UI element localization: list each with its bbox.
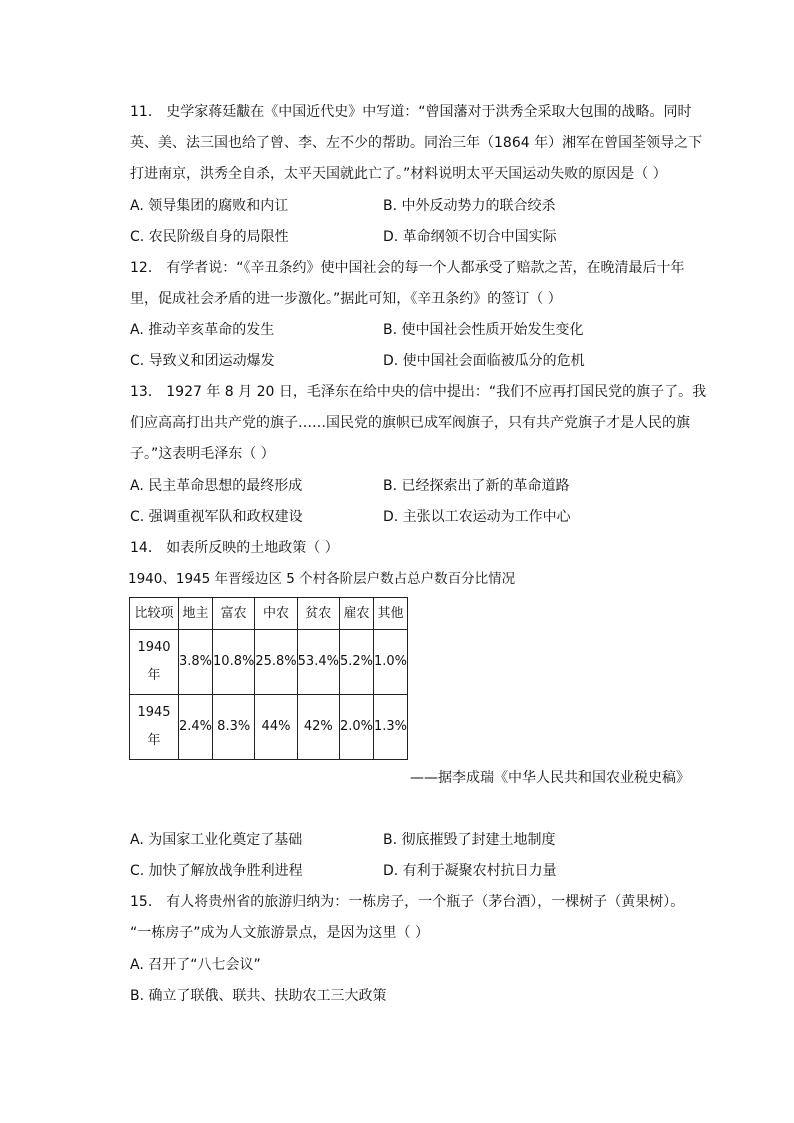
header-cell: 其他 bbox=[374, 598, 408, 630]
q14-option-b: B. 彻底摧毁了封建土地制度 bbox=[383, 832, 556, 848]
year-unit: 年 bbox=[147, 668, 161, 683]
q11-option-a: A. 领导集团的腐败和内讧 bbox=[130, 198, 289, 214]
q15-option-a: A. 召开了“八七会议” bbox=[130, 957, 261, 973]
header-cell: 比较项 bbox=[130, 598, 179, 630]
table-cell: 42% bbox=[297, 695, 339, 760]
q15-option-b: B. 确立了联俄、联共、扶助农工三大政策 bbox=[130, 988, 387, 1004]
table-cell: 1.3% bbox=[374, 695, 408, 760]
q11-stem-line-1: 11． 史学家蒋廷黻在《中国近代史》中写道：“曾国藩对于洪秀全采取大包围的战略。同时 bbox=[130, 104, 692, 120]
table-cell: 53.4% bbox=[297, 630, 339, 695]
q14-data-table bbox=[129, 597, 408, 760]
table-cell: 1.0% bbox=[374, 630, 408, 695]
table-row bbox=[130, 695, 408, 760]
header-cell: 雇农 bbox=[339, 598, 373, 630]
q12-option-b: B. 使中国社会性质开始发生变化 bbox=[383, 322, 584, 338]
q11-stem-line-3: 打进南京，洪秀全自杀，太平天国就此亡了。”材料说明太平天国运动失败的原因是（ ） bbox=[130, 166, 667, 182]
table-row bbox=[130, 630, 408, 695]
q14-source-citation: ——据李成瑞《中华人民共和国农业税史稿》 bbox=[410, 770, 690, 786]
q11-option-b: B. 中外反动势力的联合绞杀 bbox=[383, 198, 556, 214]
table-cell: 25.8% bbox=[255, 630, 297, 695]
q11-option-d: D. 革命纲领不切合中国实际 bbox=[383, 229, 557, 245]
q14-option-c: C. 加快了解放战争胜利进程 bbox=[130, 863, 303, 879]
q12-option-c: C. 导致义和团运动爆发 bbox=[130, 353, 275, 369]
table-header-row bbox=[130, 598, 408, 630]
q12-option-a: A. 推动辛亥革命的发生 bbox=[130, 322, 275, 338]
header-cell: 富农 bbox=[213, 598, 255, 630]
q12-stem-line-2: 里，促成社会矛盾的进一步激化。”据此可知，《辛丑条约》的签订（ ） bbox=[130, 291, 562, 307]
year-cell bbox=[130, 695, 179, 760]
q13-stem-line-1: 13． 1927 年 8 月 20 日，毛泽东在给中央的信中提出：“我们不应再打国民党的旗子了。我 bbox=[130, 384, 707, 400]
q13-option-a: A. 民主革命思想的最终形成 bbox=[130, 478, 303, 494]
header-cell: 地主 bbox=[179, 598, 213, 630]
table-cell: 2.0% bbox=[339, 695, 373, 760]
q13-option-b: B. 已经探索出了新的革命道路 bbox=[383, 478, 570, 494]
table-cell: 2.4% bbox=[179, 695, 213, 760]
q14-option-a: A. 为国家工业化奠定了基础 bbox=[130, 832, 303, 848]
q13-option-d: D. 主张以工农运动为工作中心 bbox=[383, 509, 571, 525]
q12-stem-line-1: 12． 有学者说：“《辛丑条约》使中国社会的每一个人都承受了赔款之苦，在晚清最后十年 bbox=[130, 260, 685, 276]
header-cell: 贫农 bbox=[297, 598, 339, 630]
year-number: 1940 bbox=[137, 640, 171, 655]
q14-stem: 14． 如表所反映的土地政策（ ） bbox=[130, 540, 339, 556]
table-cell: 5.2% bbox=[339, 630, 373, 695]
q11-option-c: C. 农民阶级自身的局限性 bbox=[130, 229, 289, 245]
table-cell: 44% bbox=[255, 695, 297, 760]
q11-stem-line-2: 英、美、法三国也给了曾、李、左不少的帮助。同治三年（1864 年）湘军在曾国荃领导之下 bbox=[130, 135, 703, 151]
q14-table-title: 1940、1945 年晋绥边区 5 个村各阶层户数占总户数百分比情况 bbox=[128, 571, 516, 587]
year-number: 1945 bbox=[137, 705, 171, 720]
year-cell bbox=[130, 630, 179, 695]
q12-option-d: D. 使中国社会面临被瓜分的危机 bbox=[383, 353, 585, 369]
q13-stem-line-2: 们应高高打出共产党的旗子……国民党的旗帜已成军阀旗子，只有共产党旗子才是人民的旗 bbox=[130, 415, 690, 431]
table-cell: 8.3% bbox=[213, 695, 255, 760]
q13-stem-line-3: 子。”这表明毛泽东（ ） bbox=[130, 446, 275, 462]
header-cell: 中农 bbox=[255, 598, 297, 630]
q15-stem-line-1: 15． 有人将贵州省的旅游归纳为：一栋房子，一个瓶子（茅台酒），一棵树子（黄果树）。 bbox=[130, 894, 685, 910]
table-cell: 10.8% bbox=[213, 630, 255, 695]
table-cell: 3.8% bbox=[179, 630, 213, 695]
q15-stem-line-2: “一栋房子”成为人文旅游景点，是因为这里（ ） bbox=[130, 925, 429, 941]
year-unit: 年 bbox=[147, 733, 161, 748]
q13-option-c: C. 强调重视军队和政权建设 bbox=[130, 509, 303, 525]
q14-option-d: D. 有利于凝聚农村抗日力量 bbox=[383, 863, 557, 879]
